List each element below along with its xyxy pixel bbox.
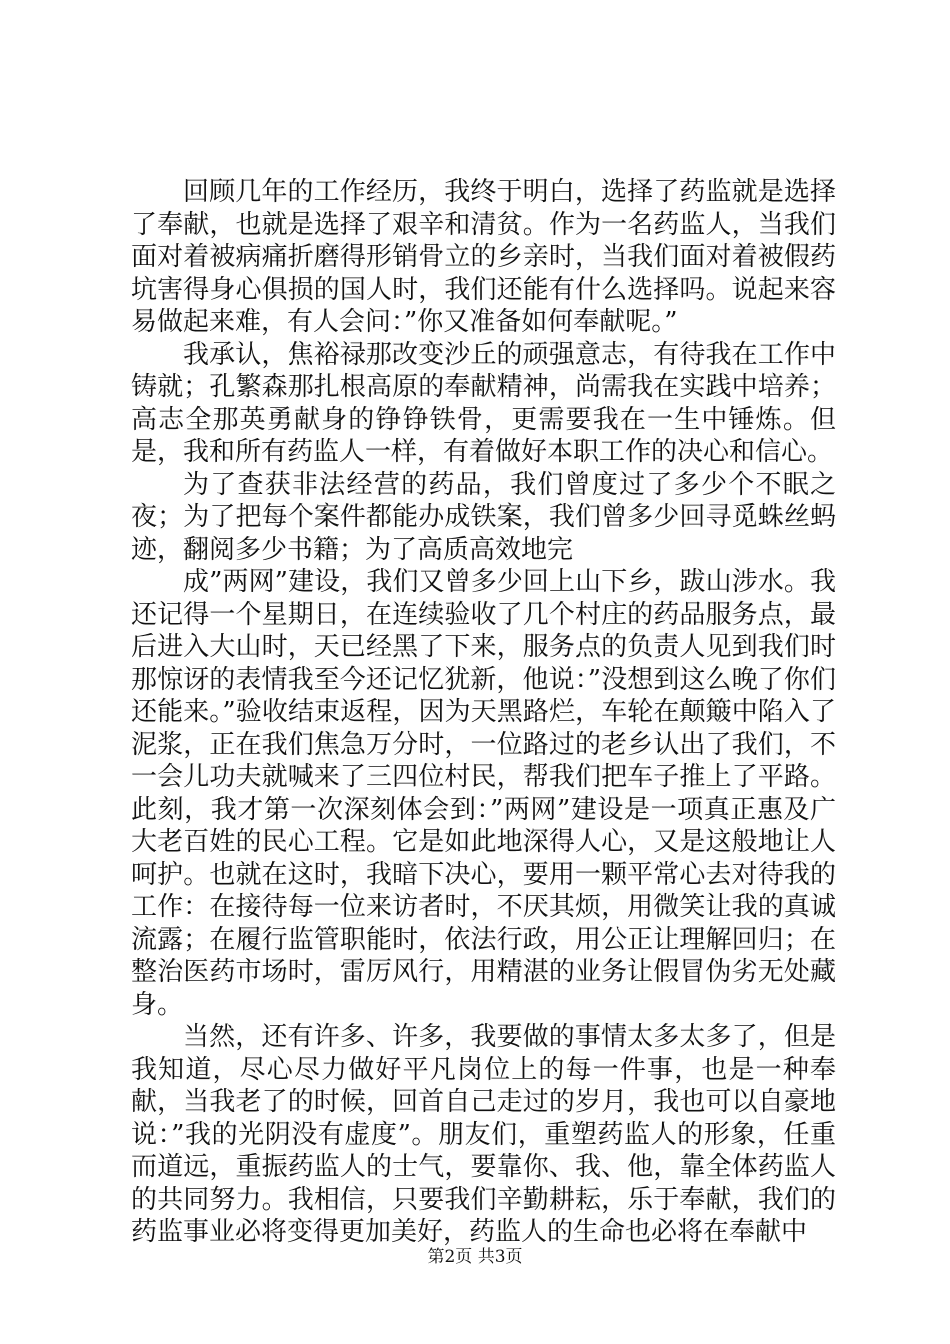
- paragraph-1: 回顾几年的工作经历，我终于明白，选择了药监就是选择了奉献，也就是选择了艰辛和清贫。作为一名药监人，当我们面对着被病痛折磨得形销骨立的乡亲时，当我们面对着被假药坑害得身心俱损的国人时，我们还能有什么选择吗。说起来容易做起来难，有人会问：”你又准备如何奉献呢。”: [131, 177, 836, 337]
- paragraph-3: 为了查获非法经营的药品，我们曾度过了多少个不眠之夜；为了把每个案件都能办成铁案，我们曾多少回寻觅蛛丝蚂迹，翻阅多少书籍；为了高质高效地完: [131, 469, 836, 565]
- page-footer: [0, 1246, 950, 1268]
- paragraph-5: 当然，还有许多、许多，我要做的事情太多太多了，但是我知道，尽心尽力做好平凡岗位上的每一件事，也是一种奉献，当我老了的时候，回首自己走过的岁月，我也可以自豪地说：”我的光阴没有虚度”。朋友们，重塑药监人的形象，任重而道远，重振药监人的士气，要靠你、我、他，靠全体药监人的共同努力。我相信，只要我们辛勤耕耘，乐于奉献，我们的药监事业必将变得更加美好，药监人的生命也必将在奉献中: [131, 1022, 836, 1247]
- page-number-label: 第2页 共3页: [427, 1247, 523, 1267]
- paragraph-2: 我承认，焦裕禄那改变沙丘的顽强意志，有待我在工作中铸就；孔繁森那扎根高原的奉献精神，尚需我在实践中培养；高志全那英勇献身的铮铮铁骨，更需要我在一生中锤炼。但是，我和所有药监人一样，有着做好本职工作的决心和信心。: [131, 339, 836, 467]
- document-body: [131, 176, 836, 1249]
- paragraph-4: 成”两网”建设，我们又曾多少回上山下乡，跋山涉水。我还记得一个星期日，在连续验收了几个村庄的药品服务点，最后进入大山时，天已经黑了下来，服务点的负责人见到我们时那惊讶的表情我至今还记忆犹新，他说：”没想到这么晚了你们还能来。”验收结束返程，因为天黑路烂，车轮在颠簸中陷入了泥浆，正在我们焦急万分时，一位路过的老乡认出了我们，不一会儿功夫就喊来了三四位村民，帮我们把车子推上了平路。此刻，我才第一次深刻体会到：”两网”建设是一项真正惠及广大老百姓的民心工程。它是如此地深得人心，又是这般地让人呵护。也就在这时，我暗下决心，要用一颗平常心去对待我的工作：在接待每一位来访者时，不厌其烦，用微笑让我的真诚流露；在履行监管职能时，依法行政，用公正让理解回归；在整治医药市场时，雷厉风行，用精湛的业务让假冒伪劣无处藏身。: [131, 567, 836, 1020]
